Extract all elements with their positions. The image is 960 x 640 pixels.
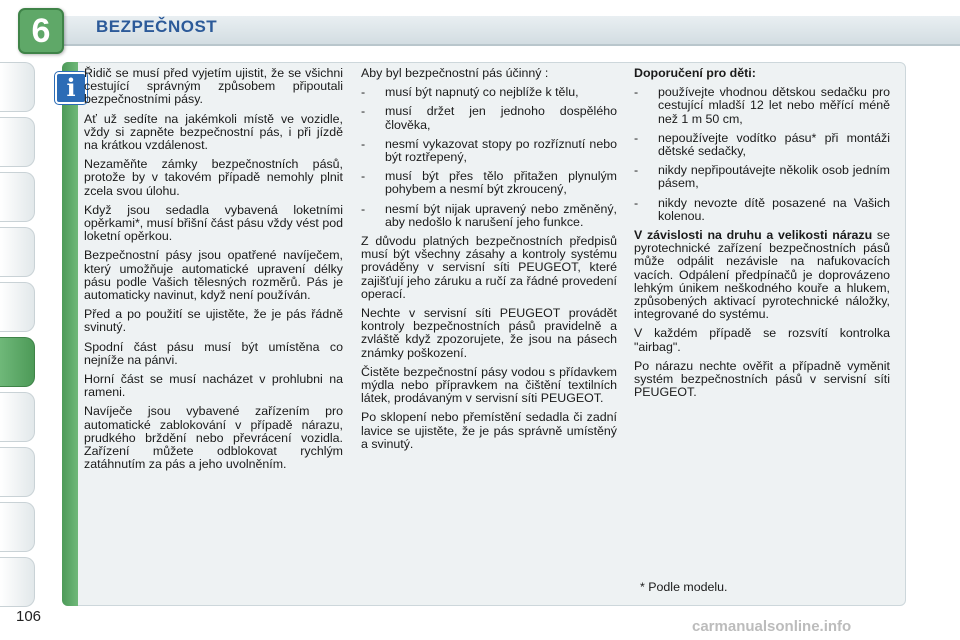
paragraph-rest: se pyrotechnické zařízení bezpečnostních pásů může odpálit nezávisle na nafukovacích vacích. Odpálení předpínačů je doprovázeno lehkým únikem neškodného kouře a hlukem, způsobených aktivací pyrotechnické náložky, integrované do systému. — [634, 228, 890, 322]
page-title: BEZPEČNOST — [96, 17, 218, 36]
paragraph: Nechte v servisní síti PEUGEOT provádět kontroly bezpečnostních pásů pravidelně a zvláště když zpozorujete, že jsou na pásech známky poškození. — [361, 306, 617, 360]
list-item: - musí být napnutý co nejblíže k tělu, — [361, 86, 617, 99]
paragraph: Z důvodu platných bezpečnostních předpisů musí být všechny zásahy a kontroly systému prováděny v servisní síti PEUGEOT, které zajišťují jeho záruku a ručí za řádné provedení operací. — [361, 234, 617, 301]
column-2 — [361, 67, 617, 457]
paragraph: V každém případě se rozsvítí kontrolka "airbag". — [634, 326, 890, 354]
list-item: - používejte vhodnou dětskou sedačku pro cestující mladší 12 let nebo měřící méně než 1 m 50 cm, — [634, 86, 890, 126]
chapter-tab-6[interactable] — [0, 337, 35, 387]
paragraph: Spodní část pásu musí být umístěna co nejníže na pánvi. — [84, 339, 343, 367]
paragraph: Po sklopení nebo přemístění sedadla či zadní lavice se ujistěte, že je pás správně umístěný a svinutý. — [361, 410, 617, 451]
chapter-tab-7[interactable] — [0, 392, 35, 442]
bold-lead-text: V závislosti na druhu a velikosti nárazu — [634, 228, 873, 243]
paragraph: Ať už sedíte na jakémkoli místě ve vozidle, vždy si zapněte bezpečnostní pás, i při jízdě na krátkou vzdálenost. — [84, 111, 343, 153]
watermark: carmanualsonline.info — [692, 618, 852, 635]
list-item: - nikdy nevozte dítě posazené na Vašich kolenou. — [634, 197, 890, 223]
chapter-tab-2[interactable] — [0, 117, 35, 167]
list-item: - musí držet jen jednoho dospělého člověka, — [361, 105, 617, 131]
paragraph: Po nárazu nechte ověřit a případně vyměnit systém bezpečnostních pásů v servisní síti PEUGEOT. — [634, 358, 890, 400]
list-item: - musí být přes tělo přitažen plynulým pohybem a nesmí být zkroucený, — [361, 170, 617, 196]
chapter-tab-3[interactable] — [0, 172, 35, 222]
paragraph: Horní část se musí nacházet v prohlubni na rameni. — [84, 372, 343, 400]
chapter-tab-10[interactable] — [0, 557, 35, 607]
paragraph: Když jsou sedadla vybavená loketními opěrkami*, musí břišní část pásu vždy vést pod loketní opěrkou. — [84, 202, 343, 244]
belt-requirements-list — [361, 86, 617, 229]
chapter-tab-9[interactable] — [0, 502, 35, 552]
paragraph: Bezpečnostní pásy jsou opatřené navíječem, který umožňuje automatické upravení délky pásu podle Vašich tělesných rozměrů. Pás je automaticky navinut, když není používán. — [84, 248, 343, 303]
children-recommendations-heading: Doporučení pro děti: — [634, 66, 756, 80]
chapter-number-badge: 6 — [18, 8, 64, 54]
chapter-tab-4[interactable] — [0, 227, 35, 277]
children-recommendations-list — [634, 86, 890, 223]
paragraph: Nezaměňte zámky bezpečnostních pásů, protože by v takovém případě nemohly plnit zcela svou úlohu. — [84, 157, 343, 198]
paragraph: Navíječe jsou vybavené zařízením pro automatické zablokování v případě nárazu, prudkého brždění nebo převrácení vozidla. Zařízení můžete odblokovat rychlým zatáhnutím za pás a jeho uvolněním. — [84, 404, 343, 472]
list-intro: Aby byl bezpečnostní pás účinný : — [361, 66, 549, 80]
column-3 — [634, 67, 890, 405]
footnote: * Podle modelu. — [640, 580, 728, 594]
info-icon: i — [55, 72, 87, 104]
paragraph: Řidič se musí před vyjetím ujistit, že se všichni cestující správným způsobem připoutali bezpečnostními pásy. — [84, 66, 343, 107]
chapter-tab-5[interactable] — [0, 282, 35, 332]
chapter-tab-1[interactable] — [0, 62, 35, 112]
list-item: - nesmí vykazovat stopy po rozříznutí nebo být roztřepený, — [361, 138, 617, 164]
list-item: - nikdy nepřipoutávejte několik osob jedním pásem, — [634, 164, 890, 190]
paragraph: Před a po použití se ujistěte, že je pás řádně svinutý. — [84, 307, 343, 335]
paragraph: Čistěte bezpečnostní pásy vodou s přídavkem mýdla nebo přípravkem na čištění textilních látek, prodávaným v servisní síti PEUGEOT. — [361, 364, 617, 406]
column-1 — [84, 67, 343, 477]
pretensioner-paragraph — [634, 229, 890, 321]
list-item: - nesmí být nijak upravený nebo změněný, aby nedošlo k narušení jeho funkce. — [361, 203, 617, 229]
panel-accent-edge — [62, 62, 78, 606]
chapter-tab-8[interactable] — [0, 447, 35, 497]
list-item: - nepoužívejte vodítko pásu* při montáži dětské sedačky, — [634, 132, 890, 158]
page-number: 106 — [16, 608, 42, 625]
chapter-tabs — [0, 62, 38, 612]
